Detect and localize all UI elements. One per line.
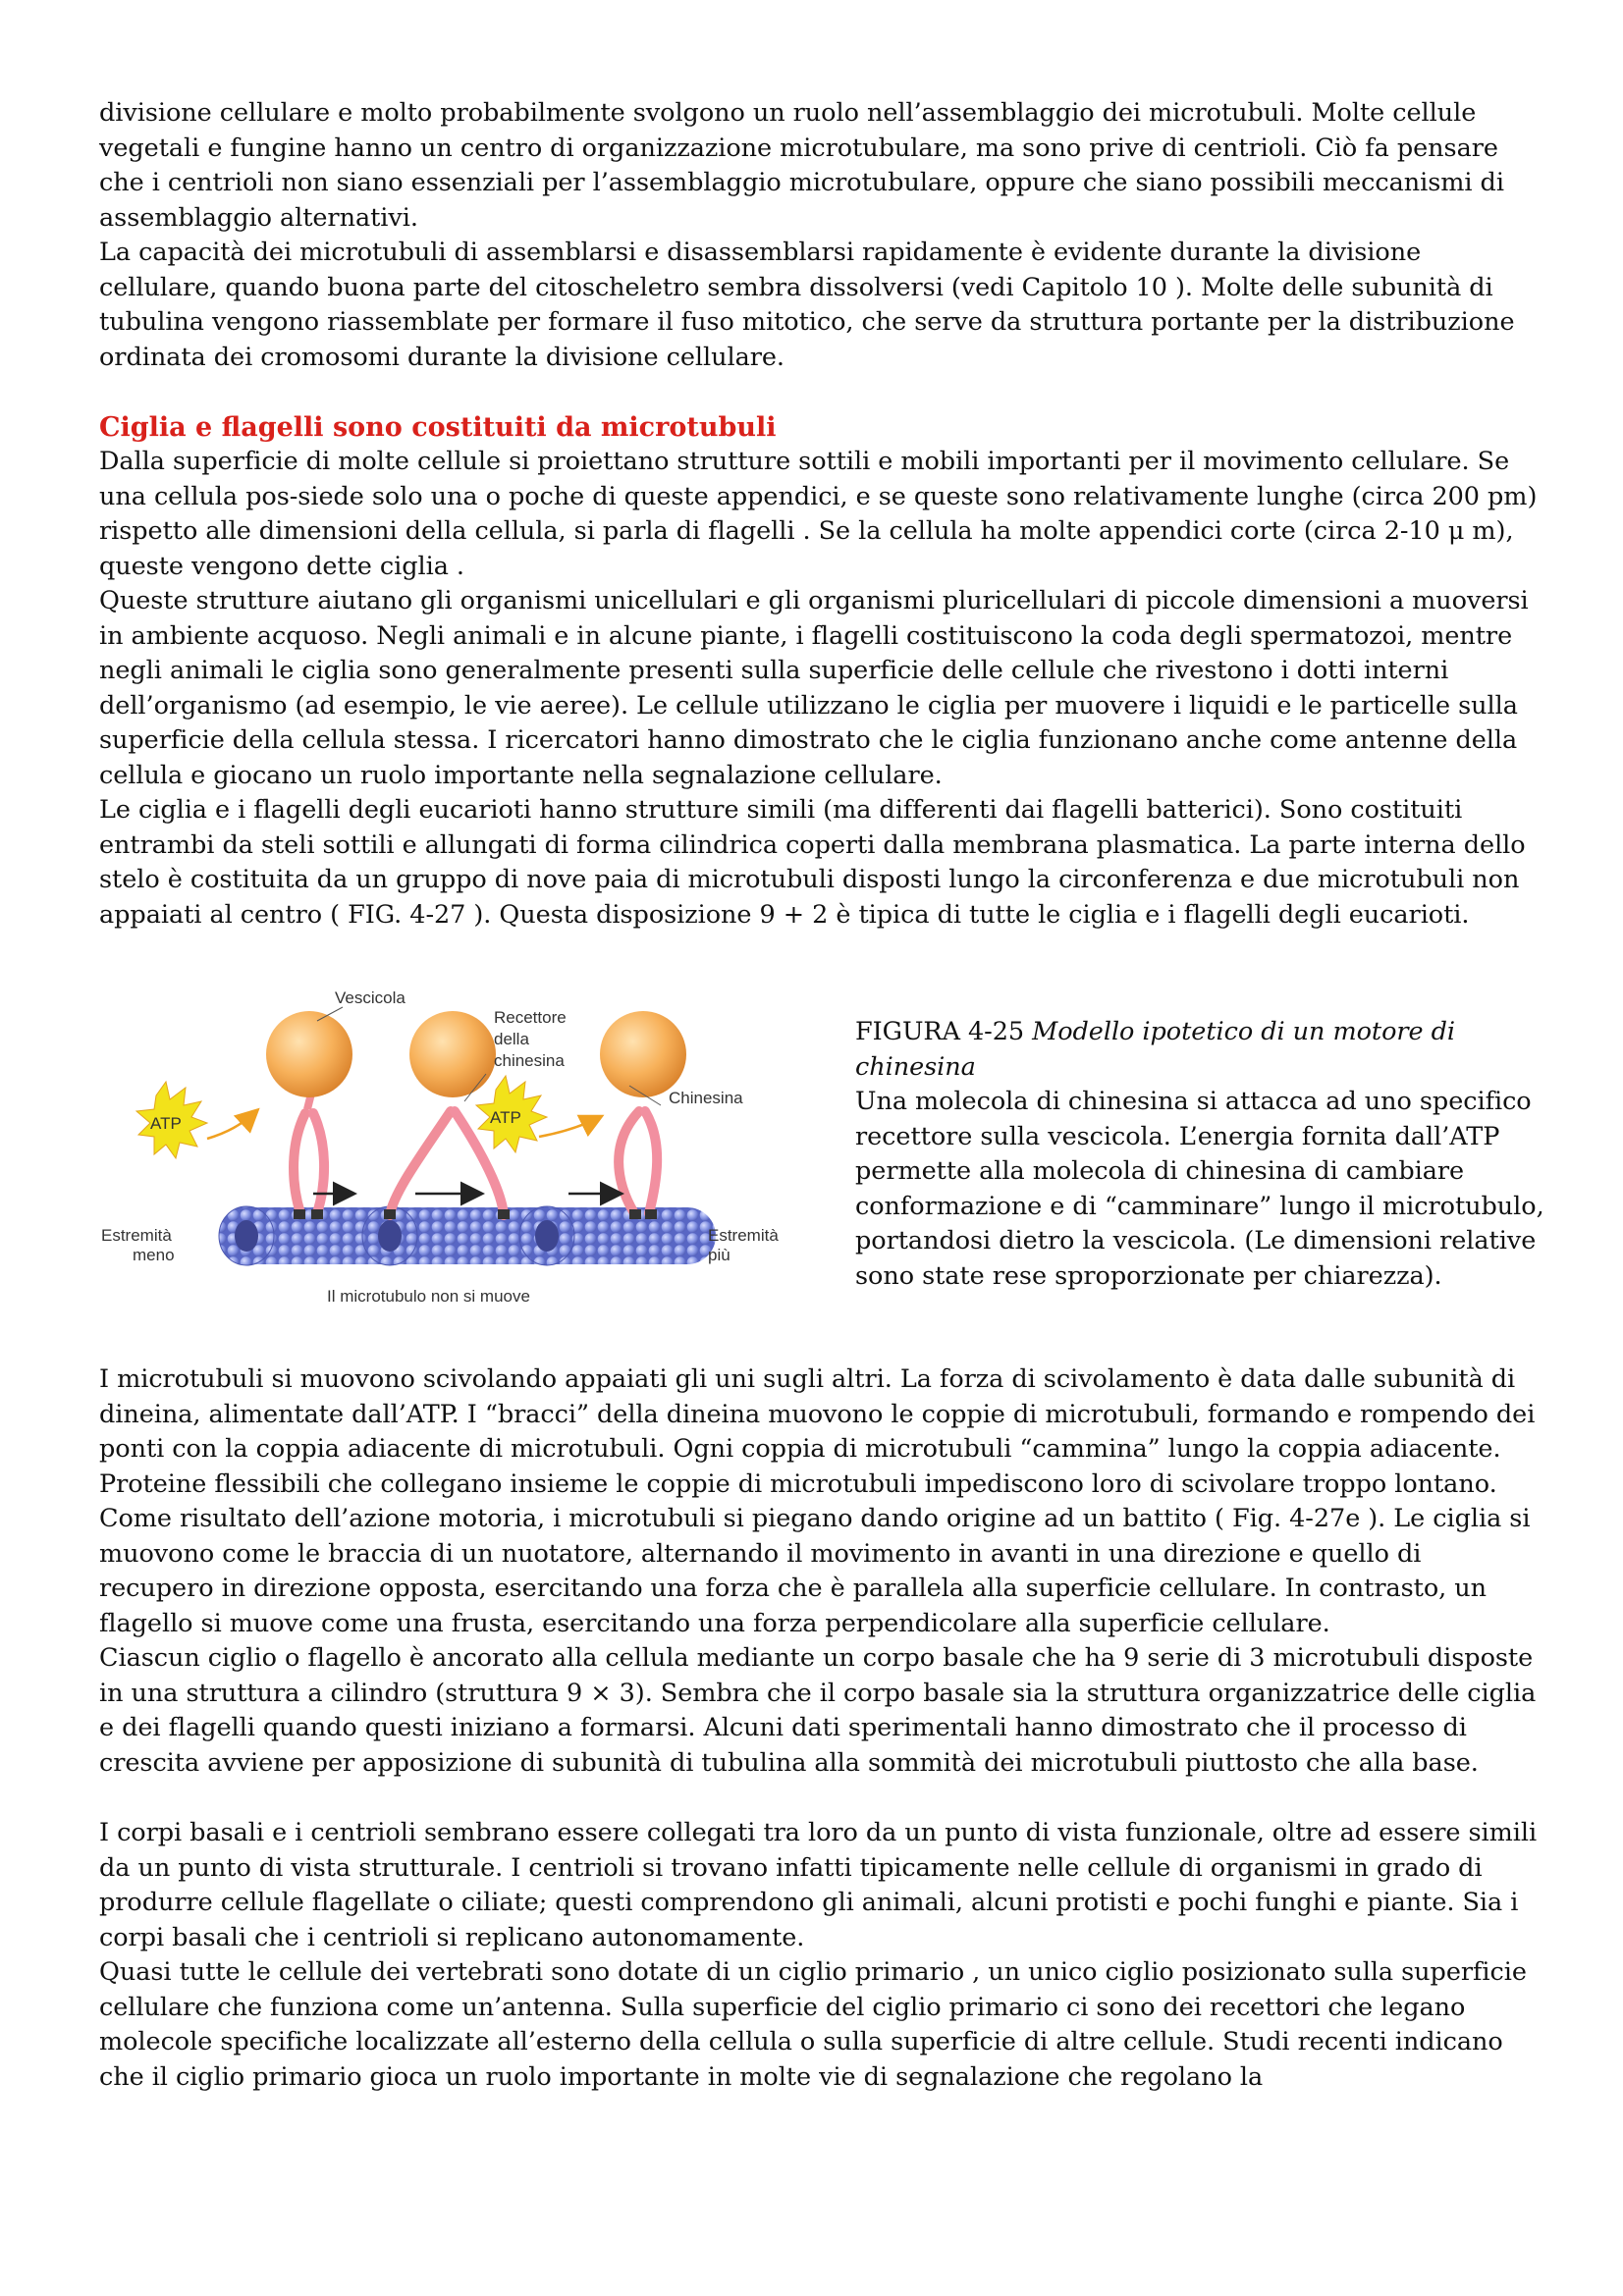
after-figure-paragraph-1: I microtubuli si muovono scivolando appaiati gli uni sugli altri. La forza di scivolamento è data dalle subunità di dineina, alimentate dall’ATP. I “bracci” della dineina muovono le coppie di microtubuli, formando e rompendo dei ponti con la coppia adiacente di microtubuli. Ogni coppia di microtubuli “cammina” lungo la coppia adiacente. Proteine flessibili che collegano insieme le coppie di microtubuli impediscono loro di scivolare troppo lontano. Come risultato dell’azione motoria, i microtubuli si piegano dando origine ad un battito ( Fig. 4-27e ). Le ciglia si muovono come le braccia di un nuotatore, alternando il movimento in avanti in una direzione e quello di recupero in direzione opposta, esercitando una forza che è parallela alla superficie cellulare. In contrasto, un flagello si muove come una frusta, esercitando una forza perpendicolare alla superficie cellulare. bbox=[99, 1364, 1536, 1638]
caption-body: Una molecola di chinesina si attacca ad uno specifico recettore sulla vescicola. L’energia fornita dall’ATP permette alla molecola di chinesina di cambiare conformazione e di “camminare” lungo il microtubulo, portandosi dietro la vescicola. (Le dimensioni relative sono state rese sproporzionate per chiarezza). bbox=[855, 1087, 1544, 1291]
atp-burst-2 bbox=[476, 1076, 600, 1152]
label-recettore-2: della bbox=[494, 1030, 529, 1048]
label-recettore-3: chinesina bbox=[494, 1051, 565, 1070]
document-page bbox=[99, 96, 1542, 2095]
vesicle bbox=[409, 1011, 496, 1097]
figure-caption bbox=[855, 1015, 1562, 1294]
label-estremita-piu-1: Estremità bbox=[708, 1226, 779, 1245]
microtubule bbox=[219, 1206, 716, 1265]
atp-burst-1 bbox=[136, 1082, 256, 1158]
vesicle bbox=[600, 1011, 686, 1097]
label-recettore-1: Recettore bbox=[494, 1008, 567, 1027]
section-paragraph-1: Dalla superficie di molte cellule si proiettano strutture sottili e mobili importanti per il movimento cellulare. Se una cellula pos-siede solo una o poche di queste appendici, e se queste sono relativamente lunghe (circa 200 pm) rispetto alle dimensioni della cellula, si parla di flagelli . Se la cellula ha molte appendici corte (circa 2-10 μ m), queste vengono dette ciglia . bbox=[99, 447, 1538, 581]
label-bottom: Il microtubulo non si muove bbox=[327, 1287, 530, 1306]
final-paragraph-2: Quasi tutte le cellule dei vertebrati sono dotate di un ciglio primario , un unico ciglio posizionato sulla superficie cellulare che funziona come un’antenna. Sulla superficie del ciglio primario ci sono dei recettori che legano molecole specifiche localizzate all’esterno della cellula o sulla superficie di altre cellule. Studi recenti indicano che il ciglio primario gioca un ruolo importante in molte vie di segnalazione che regolano la bbox=[99, 1957, 1527, 2092]
label-vescicola: Vescicola bbox=[335, 988, 406, 1007]
kinesin-motor-1 bbox=[266, 1011, 352, 1219]
label-estremita-piu-2: più bbox=[708, 1246, 730, 1264]
kinesin-motor-illustration bbox=[99, 986, 826, 1306]
intro-paragraph-1: divisione cellulare e molto probabilmente svolgono un ruolo nell’assemblaggio dei microtubuli. Molte cellule vegetali e fungine hanno un centro di organizzazione microtubulare, ma sono prive di centrioli. Ciò fa pensare che i centrioli non siano essenziali per l’assemblaggio microtubulare, oppure che siano possibili meccanismi di assemblaggio alternativi. bbox=[99, 98, 1504, 233]
vesicle bbox=[266, 1011, 352, 1097]
after-figure-paragraph-2: Ciascun ciglio o flagello è ancorato alla cellula mediante un corpo basale che ha 9 serie di 3 microtubuli disposte in una struttura a cilindro (struttura 9 × 3). Sembra che il corpo basale sia la struttura organizzatrice delle ciglia e dei flagelli quando questi iniziano a formarsi. Alcuni dati sperimentali hanno dimostrato che il processo di crescita avviene per apposizione di subunità di tubulina alla sommità dei microtubuli piuttosto che alla base. bbox=[99, 1643, 1537, 1778]
label-estremita-meno-2: meno bbox=[133, 1246, 175, 1264]
final-paragraph-1: I corpi basali e i centrioli sembrano essere collegati tra loro da un punto di vista funzionale, oltre ad essere simili da un punto di vista strutturale. I centrioli si trovano infatti tipicamente nelle cellule di organismi in grado di produrre cellule flagellate o ciliate; questi comprendono gli animali, alcuni protisti e pochi funghi e piante. Sia i corpi basali che i centrioli si replicano autonomamente. bbox=[99, 1818, 1538, 1952]
atp-label: ATP bbox=[150, 1114, 182, 1133]
caption-title-italic: Modello ipotetico di un motore di chinesina bbox=[855, 1017, 1455, 1082]
kinesin-motor-3 bbox=[600, 1011, 686, 1219]
atp-label: ATP bbox=[490, 1108, 521, 1127]
figure-4-25 bbox=[99, 986, 1542, 1308]
section-heading: Ciglia e flagelli sono costituiti da microtubuli bbox=[99, 412, 777, 443]
section-paragraph-2: Queste strutture aiutano gli organismi unicellulari e gli organismi pluricellulari di piccole dimensioni a muoversi in ambiente acquoso. Negli animali e in alcune piante, i flagelli costituiscono la coda degli spermatozoi, mentre negli animali le ciglia sono generalmente presenti sulla superficie delle cellule che rivestono i dotti interni dell’organismo (ad esempio, le vie aeree). Le cellule utilizzano le ciglia per muovere i liquidi e le particelle sulla superficie della cellula stessa. I ricercatori hanno dimostrato che le ciglia funzionano anche come antenne della cellula e giocano un ruolo importante nella segnalazione cellulare. bbox=[99, 586, 1529, 790]
intro-paragraph-2: La capacità dei microtubuli di assemblarsi e disassemblarsi rapidamente è evidente durante la divisione cellulare, quando buona parte del citoscheletro sembra dissolversi (vedi Capitolo 10 ). Molte delle subunità di tubulina vengono riassemblate per formare il fuso mitotico, che serve da struttura portante per la distribuzione ordinata dei cromosomi durante la divisione cellulare. bbox=[99, 238, 1515, 372]
section-paragraph-3: Le ciglia e i flagelli degli eucarioti hanno strutture simili (ma differenti dai flagelli batterici). Sono costituiti entrambi da steli sottili e allungati di forma cilindrica coperti dalla membrana plasmatica. La parte interna dello stelo è costituita da un gruppo di nove paia di microtubuli disposti lungo la circonferenza e due microtubuli non appaiati al centro ( FIG. 4-27 ). Questa disposizione 9 + 2 è tipica di tutte le ciglia e i flagelli degli eucarioti. bbox=[99, 795, 1526, 930]
label-estremita-meno-1: Estremità bbox=[101, 1226, 172, 1245]
label-chinesina: Chinesina bbox=[669, 1089, 743, 1107]
caption-title: FIGURA 4-25 bbox=[855, 1017, 1025, 1046]
